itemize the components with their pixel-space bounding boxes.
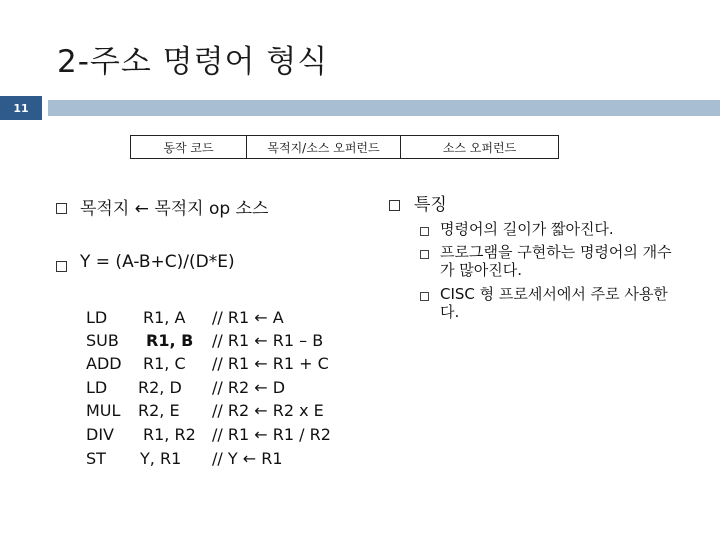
header-rule	[48, 100, 720, 116]
code-op: MUL	[86, 401, 121, 420]
slide-title: 2-주소 명령어 형식	[57, 44, 329, 80]
code-comment: // R2 ← D	[212, 378, 286, 397]
code-args: R2, E	[138, 401, 180, 420]
feature-item: 프로그램을 구현하는 명령어의 개수가 많아진다.	[440, 243, 672, 279]
operation-format-text: 목적지 ← 목적지 op 소스	[80, 199, 269, 219]
code-op: LD	[86, 308, 108, 327]
feature-item: 명령어의 길이가 짧아진다.	[440, 220, 614, 238]
code-args: R1, R2	[143, 425, 196, 444]
code-comment: // R1 ← R1 / R2	[212, 425, 331, 444]
code-comment: // R1 ← A	[212, 308, 284, 327]
bullet-square-icon	[56, 203, 67, 214]
code-args: R1, A	[143, 308, 186, 327]
src-operand-field: 소스 오퍼런드	[442, 140, 517, 155]
slide-header-bar	[0, 96, 720, 120]
code-args: R2, D	[138, 378, 182, 397]
code-comment: // R1 ← R1 – B	[212, 331, 324, 350]
features-heading: 특징	[414, 195, 447, 215]
opcode-field: 동작 코드	[131, 136, 247, 158]
dest-src-operand-field: 목적지/소스 오퍼런드	[247, 136, 401, 158]
sub-bullet-square-icon	[420, 292, 429, 301]
feature-item: CISC 형 프로세서에서 주로 사용한다.	[440, 285, 668, 321]
code-args: R1, C	[143, 354, 186, 373]
code-op: ADD	[86, 354, 122, 373]
code-comment: // Y ← R1	[212, 449, 283, 468]
code-args: R1, B	[146, 331, 194, 350]
bullet-square-icon	[56, 261, 67, 272]
code-comment: // R2 ← R2 x E	[212, 401, 324, 420]
instruction-format-table	[130, 135, 559, 159]
code-args: Y, R1	[140, 449, 182, 468]
sub-bullet-square-icon	[420, 250, 429, 259]
code-comment: // R1 ← R1 + C	[212, 354, 329, 373]
code-op: ST	[86, 449, 106, 468]
code-op: DIV	[86, 425, 114, 444]
sub-bullet-square-icon	[420, 227, 429, 236]
bullet-square-icon	[389, 200, 400, 211]
code-op: SUB	[86, 331, 119, 350]
code-op: LD	[86, 378, 108, 397]
slide-number: 11	[0, 96, 42, 120]
expression-text: Y = (A-B+C)/(D*E)	[80, 252, 235, 272]
